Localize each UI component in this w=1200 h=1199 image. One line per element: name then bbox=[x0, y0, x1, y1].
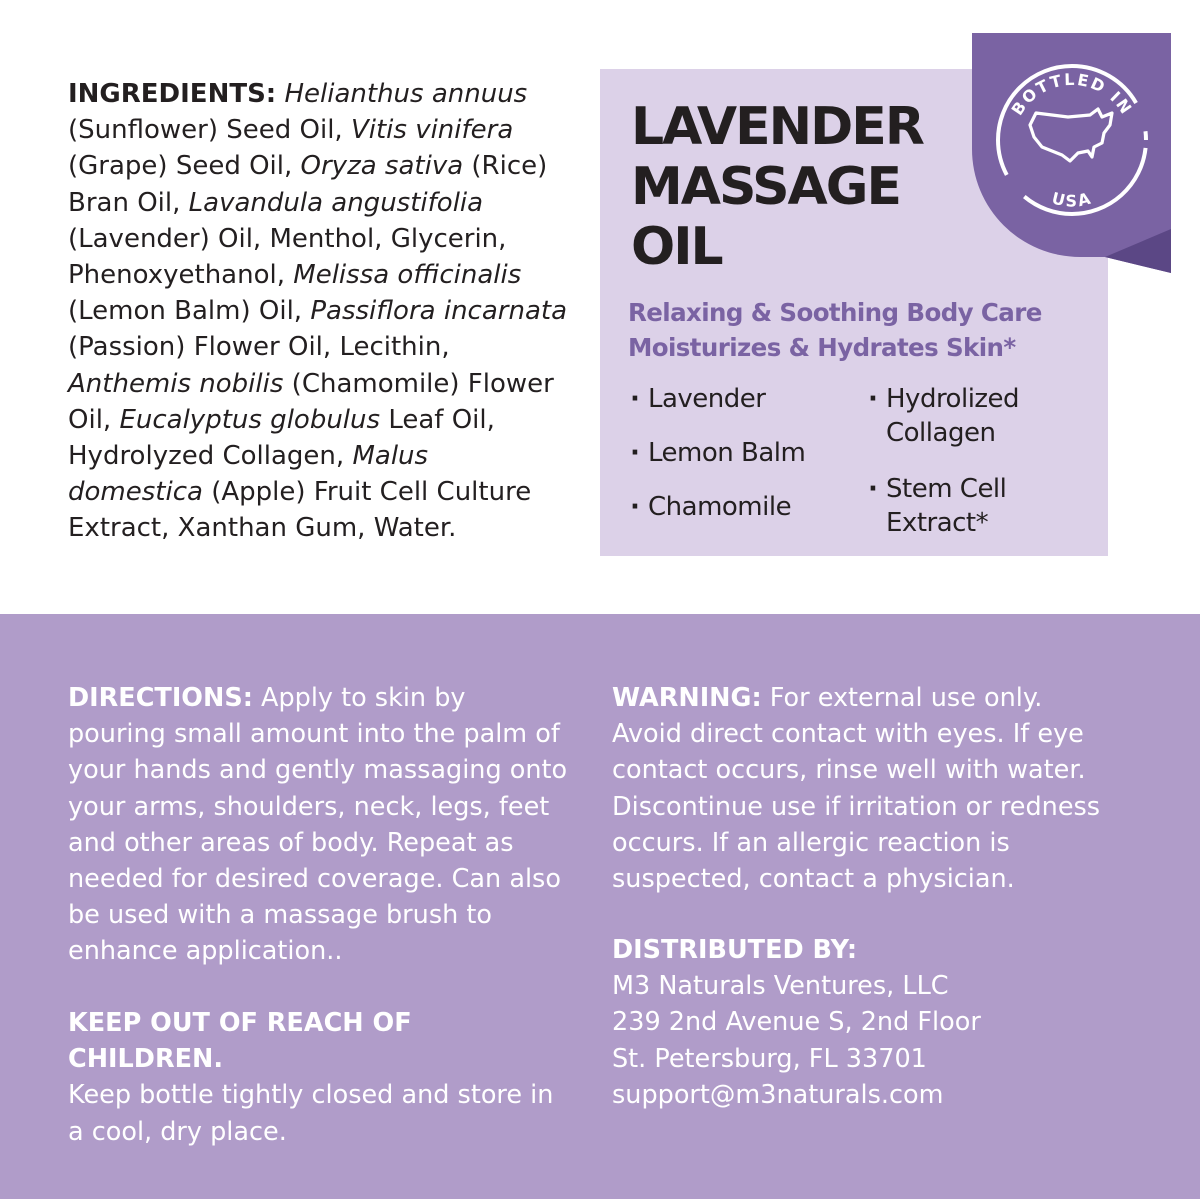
feature-item bbox=[868, 472, 1056, 540]
distributed-line: M3 Naturals Ventures, LLC bbox=[612, 971, 949, 1002]
bottled-in-usa-badge bbox=[972, 33, 1172, 273]
product-title-line: LAVENDER bbox=[631, 97, 923, 157]
bullet-icon: · bbox=[868, 474, 878, 504]
distributed-line: 239 2nd Avenue S, 2nd Floor bbox=[612, 1007, 981, 1038]
feature-label: Hydrolized Collagen bbox=[886, 384, 1020, 448]
ingredients-text bbox=[68, 79, 567, 543]
ingredient-latin-name: Melissa officinalis bbox=[293, 260, 522, 291]
ingredient-text: (Lavender) Oil, Menthol, Glycerin, Phenoxyethanol, bbox=[68, 223, 507, 291]
bullet-icon: · bbox=[630, 438, 640, 468]
directions-text: Apply to skin by pouring small amount into the palm of your hands and gently massaging onto your arms, shoulders, neck, legs, feet and other areas of body. Repeat as needed for desired coverage. Can also be used with a massage brush to enhance application.. bbox=[68, 683, 568, 967]
ingredient-text: (Lemon Balm) Oil, bbox=[68, 296, 311, 327]
ingredient-text: (Grape) Seed Oil, bbox=[68, 151, 301, 182]
keep-out-text: Keep bottle tightly closed and store in a cool, dry place. bbox=[68, 1080, 554, 1147]
ingredient-text: (Passion) Flower Oil, Lecithin, bbox=[68, 332, 450, 363]
warning-block bbox=[612, 680, 1112, 897]
ingredient-latin-name: Oryza sativa bbox=[300, 151, 464, 182]
bullet-icon: · bbox=[868, 384, 878, 414]
keep-out-label: KEEP OUT OF REACH OF CHILDREN. bbox=[68, 1008, 412, 1075]
badge-ribbon bbox=[972, 33, 1171, 273]
ingredients-block bbox=[68, 76, 568, 547]
ingredient-latin-name: Anthemis nobilis bbox=[68, 368, 284, 399]
feature-label: Lemon Balm bbox=[648, 438, 806, 468]
badge-bottom-text: USA bbox=[1049, 188, 1095, 211]
distributed-line: support@m3naturals.com bbox=[612, 1079, 944, 1110]
distributed-label: DISTRIBUTED BY: bbox=[612, 935, 858, 965]
ingredient-text: (Rice) Bran Oil, bbox=[68, 151, 548, 218]
badge-top-text: BOTTLED IN bbox=[1007, 69, 1137, 119]
ingredient-latin-name: Eucalyptus globulus bbox=[119, 404, 381, 435]
directions-label: DIRECTIONS: bbox=[68, 683, 253, 713]
keep-out-block bbox=[68, 1005, 568, 1150]
product-title-line: OIL bbox=[631, 217, 722, 277]
ingredient-latin-name: Vitis vinifera bbox=[350, 115, 514, 146]
ingredient-text: (Chamomile) Flower Oil, bbox=[68, 368, 554, 435]
ingredient-latin-name: Malus domestica bbox=[68, 441, 429, 508]
feature-item bbox=[630, 436, 805, 470]
feature-label: Lavender bbox=[648, 384, 766, 414]
product-title-line: MASSAGE bbox=[631, 157, 901, 217]
ingredient-latin-name: Helianthus annuus bbox=[284, 79, 528, 109]
ingredient-text: (Apple) Fruit Cell Culture Extract, Xanthan Gum, Water. bbox=[68, 477, 532, 544]
subtitle-line: Relaxing & Soothing Body Care bbox=[628, 298, 1042, 327]
bullet-icon: · bbox=[630, 384, 640, 414]
feature-label: Chamomile bbox=[648, 492, 792, 522]
feature-item bbox=[868, 382, 1056, 450]
distributed-line: St. Petersburg, FL 33701 bbox=[612, 1043, 927, 1074]
warning-text: For external use only. Avoid direct contact with eyes. If eye contact occurs, rinse well with water. Discontinue use if irritation or redness occurs. If an allergic reaction is suspected, contact a physician. bbox=[612, 683, 1101, 895]
ingredient-text: (Sunflower) Seed Oil, bbox=[68, 115, 351, 146]
warning-label: WARNING: bbox=[612, 683, 762, 713]
ingredients-label: INGREDIENTS: bbox=[68, 79, 277, 109]
bullet-icon: · bbox=[630, 492, 640, 522]
feature-label: Stem Cell Extract* bbox=[886, 474, 1007, 538]
directions-block bbox=[68, 680, 568, 970]
ingredient-latin-name: Passiflora incarnata bbox=[310, 296, 568, 327]
ingredient-text: Leaf Oil, Hydrolyzed Collagen, bbox=[68, 404, 495, 472]
feature-item bbox=[630, 382, 765, 416]
feature-item bbox=[630, 490, 791, 524]
distributed-block bbox=[612, 932, 1112, 1113]
subtitle-line: Moisturizes & Hydrates Skin* bbox=[628, 333, 1016, 362]
ingredient-latin-name: Lavandula angustifolia bbox=[188, 187, 484, 218]
